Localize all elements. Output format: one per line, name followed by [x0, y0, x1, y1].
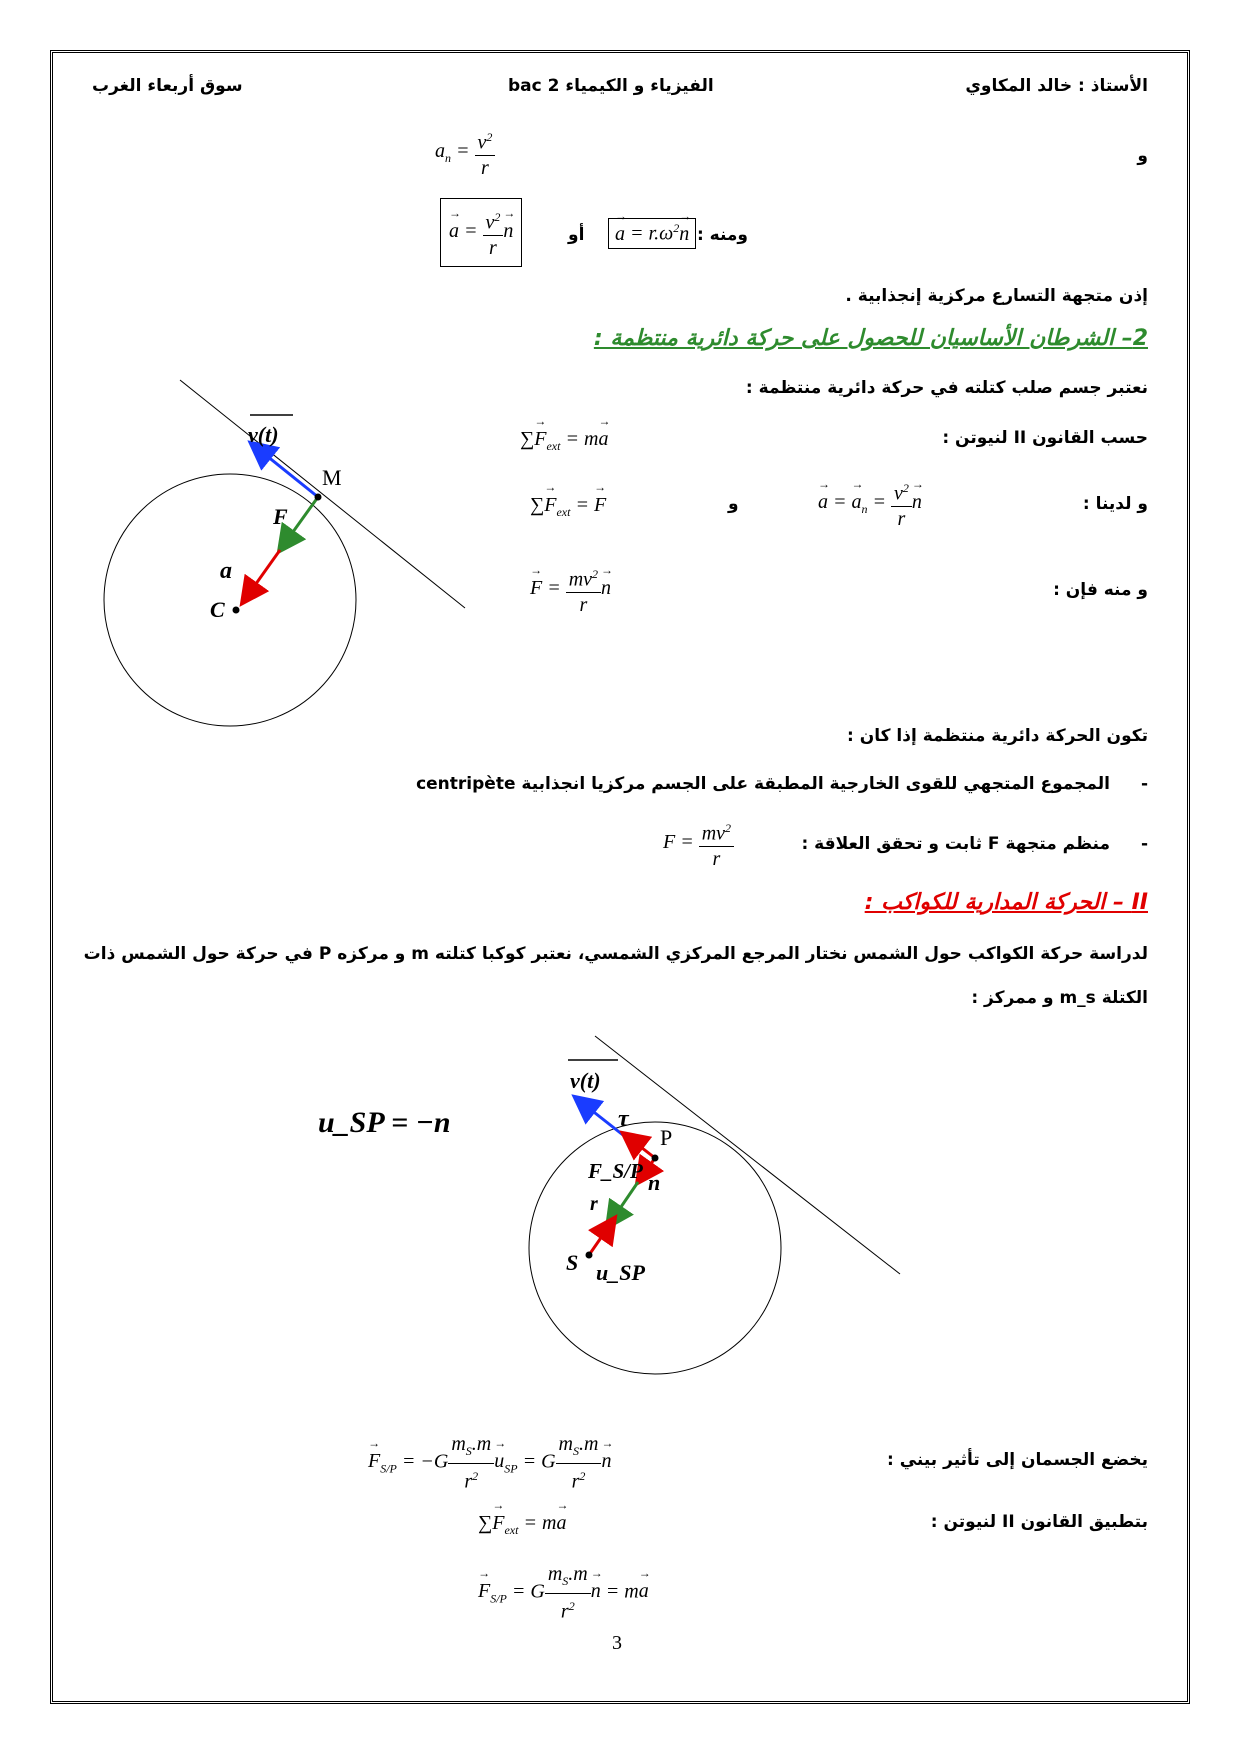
gravitation-formula: → $F_{S/P} = -G$ $\frac{m_S.m}{r^2}$ → $u_{SP} = G$ $\frac{m_S.m}{r^2}$ → n [368, 1432, 611, 1494]
header-subject: الفيزياء و الكيمياء 2 bac [508, 76, 714, 96]
section3-para2: الكتلة m_s و ممركز : [971, 988, 1148, 1008]
label-m: M [322, 465, 342, 490]
newton-label-1: حسب القانون II لنيوتن : [942, 428, 1148, 448]
figure-circular-motion [100, 370, 480, 740]
label-v: v(t) [248, 422, 279, 447]
tau-vector [624, 1134, 655, 1158]
section3-heading: II – الحركة المدارية للكواكب : [864, 890, 1148, 915]
condition-intro: تكون الحركة دائرية منتظمة إذا كان : [846, 726, 1148, 746]
label-r: r [590, 1193, 598, 1215]
conclusion-text: إذن متجهة التسارع مركزية إنجذابية . [845, 286, 1148, 306]
usp-equation: u_SP = −n [318, 1106, 451, 1139]
f-mv2-r-n: → F = $\frac{mv^2}{r}$ → n [530, 562, 611, 617]
f-sp-ma-formula: → $F_{S/P} = G$ $\frac{m_S.m}{r^2}$ → n = m→ a [478, 1562, 649, 1624]
we-have-label: و لدينا : [1082, 494, 1148, 514]
label-p: P [660, 1125, 673, 1150]
label-c: C [210, 597, 225, 622]
trajectory-circle [104, 474, 356, 726]
label-s: S [566, 1250, 579, 1275]
hence-label-2: و منه فإن : [1053, 580, 1148, 600]
condition-1: المجموع المتجهي للقوى الخارجية المطبقة على الجسم مركزيا انجذابية centripète [416, 774, 1110, 794]
header-teacher: الأستاذ : خالد المكاوي [965, 76, 1148, 96]
label-a: a [220, 558, 232, 584]
label-f-sp: F_S/P [588, 1159, 643, 1183]
interaction-label: يخضع الجسمان إلى تأثير بيني : [887, 1450, 1148, 1470]
an-formula: $a_n$ = $\frac{v^2}{r}$ [435, 125, 495, 180]
f-mv2-r: F = $\frac{mv^2}{r}$ [663, 816, 734, 871]
section2-heading: 2– الشرطان الأساسيان للحصول على حركة دائرية منتظمة : [593, 326, 1148, 351]
figure-planet-orbit [510, 1030, 910, 1390]
point-s [586, 1252, 593, 1259]
header-location: سوق أربعاء الغرب [92, 76, 243, 96]
a-v2-formula: → a = $\frac{v^2}{r}$ → n [440, 198, 522, 267]
planet-velocity-vector [576, 1098, 623, 1135]
label-v2: v(t) [570, 1068, 601, 1093]
bullet-1: - [1140, 774, 1148, 794]
velocity-vector [252, 444, 318, 497]
sum-f-ma-1: ∑→ $F_{ext} = m\to a$ [520, 428, 608, 454]
section2-intro: نعتبر جسم صلب كتلته في حركة دائرية منتظمة : [745, 378, 1148, 398]
page-number: 3 [612, 1632, 622, 1654]
section3-para1: لدراسة حركة الكواكب حول الشمس نختار المرجع المركزي الشمسي، نعتبر كوكبا كتلته m و مركزه P في حركة حول الشمس ذات [83, 944, 1148, 964]
and-label-1: و [1137, 146, 1148, 166]
label-usp: u_SP [596, 1260, 645, 1285]
hence-label-1: ومنه : [696, 225, 748, 245]
a-omega-formula: → $a = r.\omega^2\to n$ [608, 218, 696, 249]
acceleration-vector [243, 550, 280, 602]
bullet-2: - [1140, 834, 1148, 854]
label-n: n [648, 1170, 661, 1195]
sum-f-ma-2: ∑→ $F_{ext} = m\to a$ [478, 1512, 566, 1538]
or-label: أو [568, 225, 585, 245]
sum-f-eq-f: ∑→ $F_{ext}$ = → F [530, 494, 606, 520]
condition-2: منظم متجهة F ثابت و تحقق العلاقة : [801, 834, 1110, 854]
and-label-2: و [728, 494, 739, 514]
point-m [315, 494, 322, 501]
point-c [233, 607, 240, 614]
orbit-tangent [595, 1036, 900, 1274]
usp-vector [589, 1219, 614, 1255]
label-f: F [273, 504, 288, 529]
point-p [652, 1155, 659, 1162]
label-tau: τ [618, 1106, 629, 1132]
a-an-formula: → a = → $a_n$ = $\frac{v^2}{r}$ → n [818, 476, 922, 531]
newton-label-2: بتطبيق القانون II لنيوتن : [930, 1512, 1148, 1532]
